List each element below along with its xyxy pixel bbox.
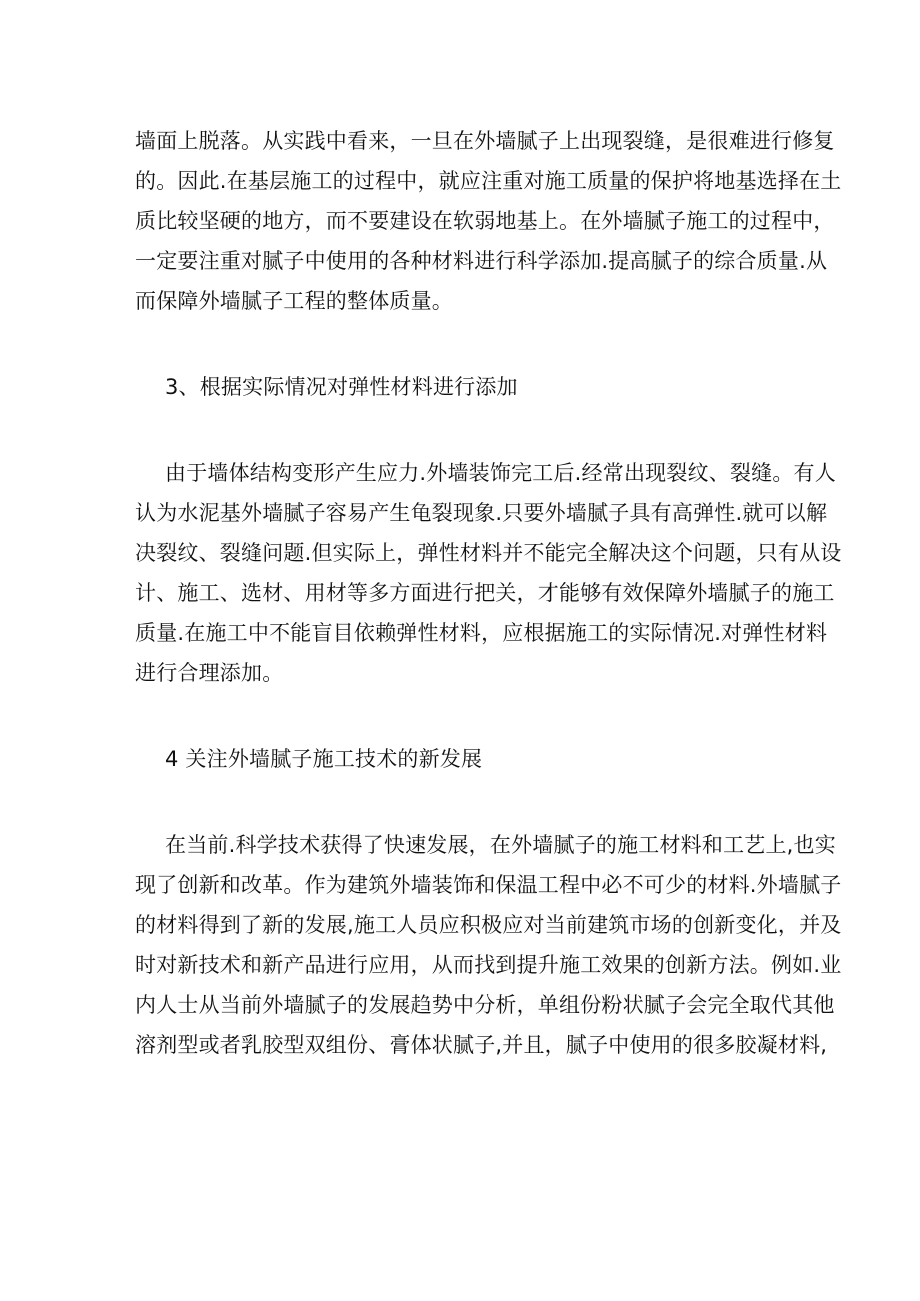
paragraph-2-line-3: 决裂纹、裂缝问题.但实际上，弹性材料并不能完全解决这个问题，只有从设 [135,541,842,565]
paragraph-2-line-6: 进行合理添加。 [135,661,284,685]
section-heading-3: 3、根据实际情况对弹性材料进行添加 [165,375,518,399]
paragraph-2-line-1: 由于墙体结构变形产生应力.外墙装饰完工后.经常出现裂纹、裂缝。有人 [165,461,836,485]
paragraph-3-line-4: 时对新技术和新产品进行应用，从而找到提升施工效果的创新方法。例如.业 [135,953,842,977]
paragraph-3-line-3: 的材料得到了新的发展,施工人员应积极应对当前建筑市场的创新变化，并及 [135,913,842,937]
paragraph-1-line-3: 质比较坚硬的地方，而不要建设在软弱地基上。在外墙腻子施工的过程中， [135,209,835,233]
paragraph-2-line-2: 认为水泥基外墙腻子容易产生龟裂现象.只要外墙腻子具有高弹性.就可以解 [135,501,828,525]
paragraph-2-line-5: 质量.在施工中不能盲目依赖弹性材料，应根据施工的实际情况.对弹性材料 [135,621,828,645]
paragraph-2-line-4: 计、施工、选材、用材等多方面进行把关，才能够有效保障外墙腻子的施工 [135,581,835,605]
paragraph-1-line-5: 而保障外墙腻子工程的整体质量。 [135,289,453,313]
paragraph-1-line-2: 的。因此.在基层施工的过程中，就应注重对施工质量的保护将地基选择在土 [135,169,842,193]
paragraph-3-line-1: 在当前.科学技术获得了快速发展，在外墙腻子的施工材料和工艺上,也实 [165,833,836,857]
paragraph-3-line-2: 现了创新和改革。作为建筑外墙装饰和保温工程中必不可少的材料.外墙腻子 [135,873,842,897]
section-heading-4: 4 关注外墙腻子施工技术的新发展 [165,747,483,771]
paragraph-1-line-4: 一定要注重对腻子中使用的各种材料进行科学添加.提高腻子的综合质量.从 [135,249,828,273]
paragraph-3-line-6: 溶剂型或者乳胶型双组份、膏体状腻子,并且，腻子中使用的很多胶凝材料, [135,1033,828,1057]
paragraph-1-line-1: 墙面上脱落。从实践中看来，一旦在外墙腻子上出现裂缝，是很难进行修复 [135,129,835,153]
paragraph-3-line-5: 内人士从当前外墙腻子的发展趋势中分析，单组份粉状腻子会完全取代其他 [135,993,835,1017]
